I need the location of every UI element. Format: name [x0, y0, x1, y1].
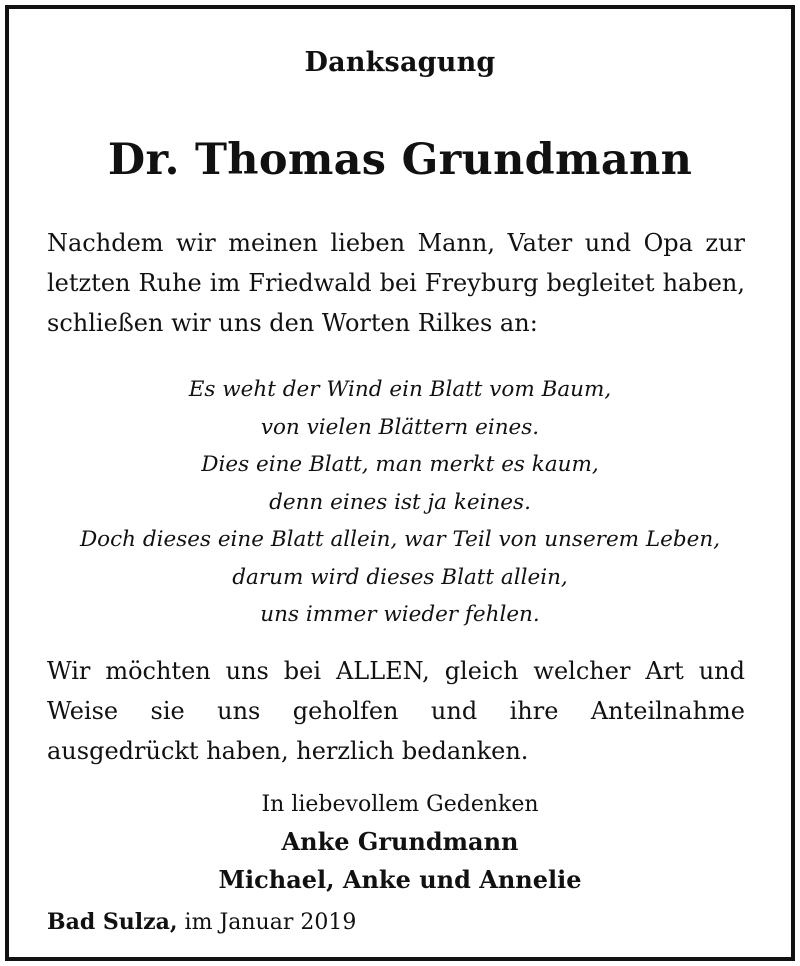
place-date-line	[47, 904, 356, 941]
thanks-line: Weise sie uns geholfen und ihre Anteilnahme	[47, 697, 745, 725]
deceased-name: Dr. Thomas Grundmann	[107, 135, 693, 185]
intro-line: letzten Ruhe im Friedwald bei Freyburg begleitet haben,	[47, 269, 745, 297]
signer-name: Michael, Anke und Annelie	[218, 865, 582, 894]
closing-salutation: In liebevollem Gedenken	[261, 792, 539, 817]
poem	[9, 371, 791, 634]
date: im Januar 2019	[184, 910, 357, 935]
intro-line: Nachdem wir meinen lieben Mann, Vater und Opa zur	[47, 229, 745, 257]
notice-content	[9, 9, 791, 957]
intro-line: schließen wir uns den Worten Rilkes an:	[47, 309, 538, 337]
signer-name: Anke Grundmann	[281, 827, 519, 856]
poem-line: Es weht der Wind ein Blatt vom Baum,	[188, 377, 612, 402]
closing-block	[9, 787, 791, 899]
poem-line: denn eines ist ja keines.	[269, 489, 531, 515]
poem-line: Dies eine Blatt, man merkt es kaum,	[201, 452, 599, 477]
poem-line: Doch dieses eine Blatt allein, war Teil von unserem Leben,	[79, 527, 721, 552]
thanks-line: ausgedrückt haben, herzlich bedanken.	[47, 737, 529, 765]
poem-line: von vielen Blättern eines.	[260, 414, 540, 440]
notice-header: Danksagung	[304, 47, 496, 78]
place: Bad Sulza,	[47, 909, 178, 935]
thanks-line: Wir möchten uns bei ALLEN, gleich welcher Art und	[47, 657, 745, 685]
notice-border	[5, 5, 795, 961]
poem-line: darum wird dieses Blatt allein,	[232, 564, 568, 590]
intro-paragraph	[47, 223, 745, 343]
poem-line: uns immer wieder fehlen.	[260, 602, 540, 627]
thanks-paragraph	[47, 651, 745, 771]
